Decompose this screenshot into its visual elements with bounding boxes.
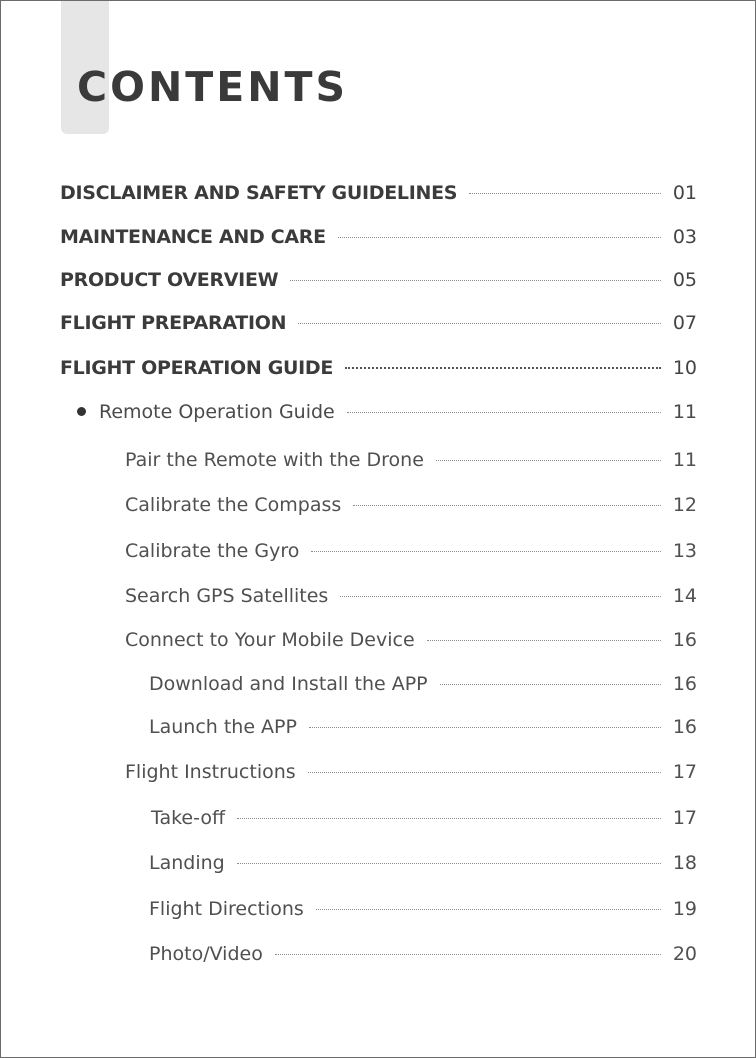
- dot-leader: [290, 280, 661, 281]
- toc-page-number: 01: [672, 182, 697, 204]
- toc-entry-photo-video[interactable]: [149, 943, 697, 973]
- toc-entry-label: Pair the Remote with the Drone: [125, 449, 424, 471]
- toc-page-number: 16: [672, 716, 697, 738]
- toc-page-number: 20: [672, 943, 697, 965]
- dot-leader: [340, 596, 660, 597]
- dot-leader: [427, 640, 661, 641]
- toc-page-number: 17: [672, 761, 697, 783]
- toc-entry-disclaimer-and-safety-guidelines[interactable]: [60, 182, 697, 212]
- toc-page-number: 05: [672, 269, 697, 291]
- dot-leader: [275, 954, 661, 955]
- toc-page-number: 18: [672, 852, 697, 874]
- toc-entry-label: Flight Instructions: [125, 761, 296, 783]
- toc-entry-label: FLIGHT PREPARATION: [60, 312, 287, 334]
- toc-page-number: 19: [672, 898, 697, 920]
- dot-leader: [345, 367, 661, 369]
- dot-leader: [311, 551, 660, 552]
- toc-entry-label: Flight Directions: [149, 898, 304, 920]
- toc-entry-flight-instructions[interactable]: [125, 761, 697, 791]
- toc-entry-label: MAINTENANCE AND CARE: [60, 226, 326, 248]
- toc-entry-label: Calibrate the Gyro: [125, 540, 300, 562]
- toc-page-number: 16: [672, 673, 697, 695]
- toc-entry-label: Remote Operation Guide: [99, 401, 335, 423]
- toc-page-number: 14: [672, 585, 697, 607]
- toc-entry-label: Connect to Your Mobile Device: [125, 629, 415, 651]
- dot-leader: [298, 323, 661, 324]
- toc-page-number: 11: [672, 401, 697, 423]
- toc-page-number: 13: [672, 540, 697, 562]
- toc-entry-label: DISCLAIMER AND SAFETY GUIDELINES: [60, 182, 458, 204]
- toc-entry-take-off[interactable]: [151, 807, 697, 837]
- toc-entry-pair-the-remote-with-the-drone[interactable]: [125, 449, 697, 479]
- dot-leader: [347, 412, 661, 413]
- dot-leader: [309, 727, 661, 728]
- toc-entry-maintenance-and-care[interactable]: [60, 226, 697, 256]
- toc-entry-label: Take-off: [151, 807, 226, 829]
- toc-entry-label: Calibrate the Compass: [125, 494, 342, 516]
- dot-leader: [308, 772, 661, 773]
- toc-page-number: 12: [672, 494, 697, 516]
- toc-entry-label: Launch the APP: [149, 716, 297, 738]
- toc-entry-label: Photo/Video: [149, 943, 263, 965]
- toc-entry-label: PRODUCT OVERVIEW: [60, 269, 279, 291]
- dot-leader: [436, 460, 661, 461]
- dot-leader: [316, 909, 661, 910]
- toc-entry-product-overview[interactable]: [60, 269, 697, 299]
- toc-entry-calibrate-the-gyro[interactable]: [125, 540, 697, 570]
- toc-entry-landing[interactable]: [149, 852, 697, 882]
- dot-leader: [237, 863, 661, 864]
- toc-entry-connect-to-your-mobile-device[interactable]: [125, 629, 697, 659]
- toc-page-number: 07: [672, 312, 697, 334]
- toc-page-number: 10: [672, 357, 697, 379]
- dot-leader: [440, 684, 661, 685]
- toc-entry-label: Landing: [149, 852, 225, 874]
- toc-entry-label: FLIGHT OPERATION GUIDE: [60, 357, 334, 379]
- toc-entry-flight-directions[interactable]: [149, 898, 697, 928]
- toc-page-number: 16: [672, 629, 697, 651]
- bullet-icon: [77, 407, 86, 416]
- dot-leader: [469, 193, 661, 194]
- page-title: CONTENTS: [77, 63, 349, 111]
- toc-entry-label: Search GPS Satellites: [125, 585, 329, 607]
- toc-entry-search-gps-satellites[interactable]: [125, 585, 697, 615]
- toc-entry-flight-operation-guide[interactable]: [60, 357, 697, 387]
- dot-leader: [237, 818, 661, 819]
- toc-entry-label: Download and Install the APP: [149, 673, 428, 695]
- dot-leader: [338, 237, 661, 238]
- toc-entry-launch-the-app[interactable]: [149, 716, 697, 746]
- toc-page-number: 17: [672, 807, 697, 829]
- dot-leader: [353, 505, 661, 506]
- toc-entry-remote-operation-guide[interactable]: [77, 401, 697, 431]
- toc-entry-flight-preparation[interactable]: [60, 312, 697, 342]
- toc-page-number: 11: [672, 449, 697, 471]
- toc-page-number: 03: [672, 226, 697, 248]
- toc-entry-calibrate-the-compass[interactable]: [125, 494, 697, 524]
- toc-entry-download-and-install-the-app[interactable]: [149, 673, 697, 703]
